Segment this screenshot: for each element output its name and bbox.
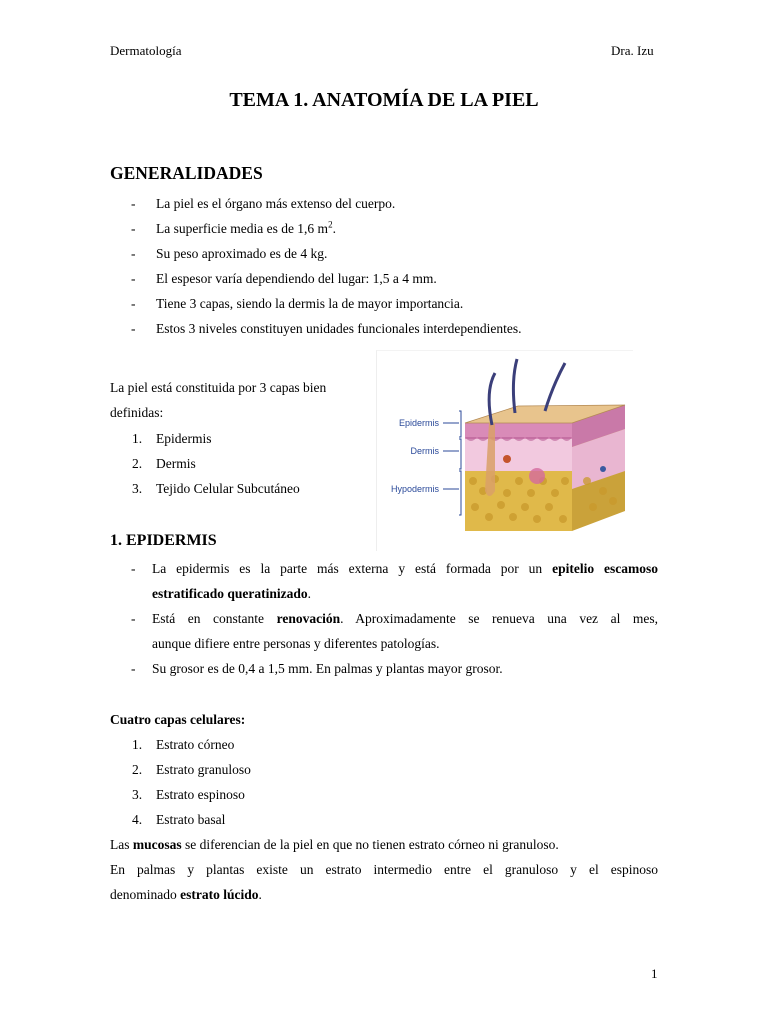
skin-layers-figure xyxy=(376,350,633,551)
cuatro-capas-list xyxy=(132,732,372,832)
dash-bullet: - xyxy=(131,561,136,576)
label-hypodermis: Hypodermis xyxy=(390,484,439,494)
section-heading-generalidades: GENERALIDADES xyxy=(110,163,263,183)
list-item: 1. Epidermis xyxy=(132,431,212,446)
capas-intro-line2: definidas: xyxy=(110,405,164,420)
list-item: - Su peso aproximado es de 4 kg. xyxy=(131,246,328,261)
header-right: Dra. Izu xyxy=(611,43,654,58)
capas-intro-line1: La piel está constituida por 3 capas bien xyxy=(110,380,327,395)
list-item: - Su grosor es de 0,4 a 1,5 mm. En palmas y plantas mayor grosor. xyxy=(131,656,658,681)
dash-bullet: - xyxy=(131,271,136,286)
dash-bullet: - xyxy=(131,321,136,336)
cuatro-capas-heading: Cuatro capas celulares: xyxy=(110,712,246,727)
list-item: 1. Estrato córneo xyxy=(132,737,235,752)
epidermis-layer xyxy=(465,423,572,439)
header-left: Dermatología xyxy=(110,43,182,58)
dash-bullet: - xyxy=(131,196,136,211)
mucosas-paragraph: Las mucosas se diferencian de la piel en que no tienen estrato córneo ni granuloso. xyxy=(110,837,559,852)
dash-bullet: - xyxy=(131,246,136,261)
section-heading-epidermis: 1. EPIDERMIS xyxy=(110,532,217,549)
list-item: - Está en constante renovación. Aproximadamente se renueva una vez al mes, aunque difiere entre personas y diferentes patologías. xyxy=(131,606,658,656)
hair-2 xyxy=(513,359,517,413)
dermis-layer xyxy=(465,437,572,471)
dash-bullet: - xyxy=(131,661,136,676)
list-item: - El espesor varía dependiendo del lugar: 1,5 a 4 mm. xyxy=(131,271,437,286)
list-item: - La epidermis es la parte más externa y está formada por un epitelio escamoso estratificado queratinizado. xyxy=(131,556,658,606)
label-epidermis: Epidermis xyxy=(398,418,439,428)
dash-bullet: - xyxy=(131,611,136,626)
list-item: 2. Estrato granuloso xyxy=(132,762,251,777)
label-dermis: Dermis xyxy=(410,446,439,456)
list-item: - La superficie media es de 1,6 $m^2$. xyxy=(131,219,336,236)
list-item: 2. Dermis xyxy=(132,456,196,471)
dash-bullet: - xyxy=(131,221,136,236)
page-title: TEMA 1. ANATOMÍA DE LA PIEL xyxy=(229,89,539,111)
dash-bullet: - xyxy=(131,296,136,311)
list-item: - Estos 3 niveles constituyen unidades funcionales interdependientes. xyxy=(131,321,522,336)
superscript: 2 xyxy=(328,219,333,230)
page-number: 1 xyxy=(651,966,658,981)
list-item: 4. Estrato basal xyxy=(132,812,226,827)
epidermis-list xyxy=(131,556,658,681)
hair-3 xyxy=(545,363,565,411)
list-item: 3. Estrato espinoso xyxy=(132,787,245,802)
generalidades-list xyxy=(131,191,671,341)
skin-diagram-svg xyxy=(377,351,633,551)
list-item: 3. Tejido Celular Subcutáneo xyxy=(132,481,300,496)
list-item: - La piel es el órgano más extenso del cuerpo. xyxy=(131,196,396,211)
palmas-paragraph: En palmas y plantas existe un estrato intermedio entre el granuloso y el espinoso denominado estrato lúcido. xyxy=(110,862,658,902)
capas-list xyxy=(132,426,372,501)
list-item: - Tiene 3 capas, siendo la dermis la de mayor importancia. xyxy=(131,296,464,311)
